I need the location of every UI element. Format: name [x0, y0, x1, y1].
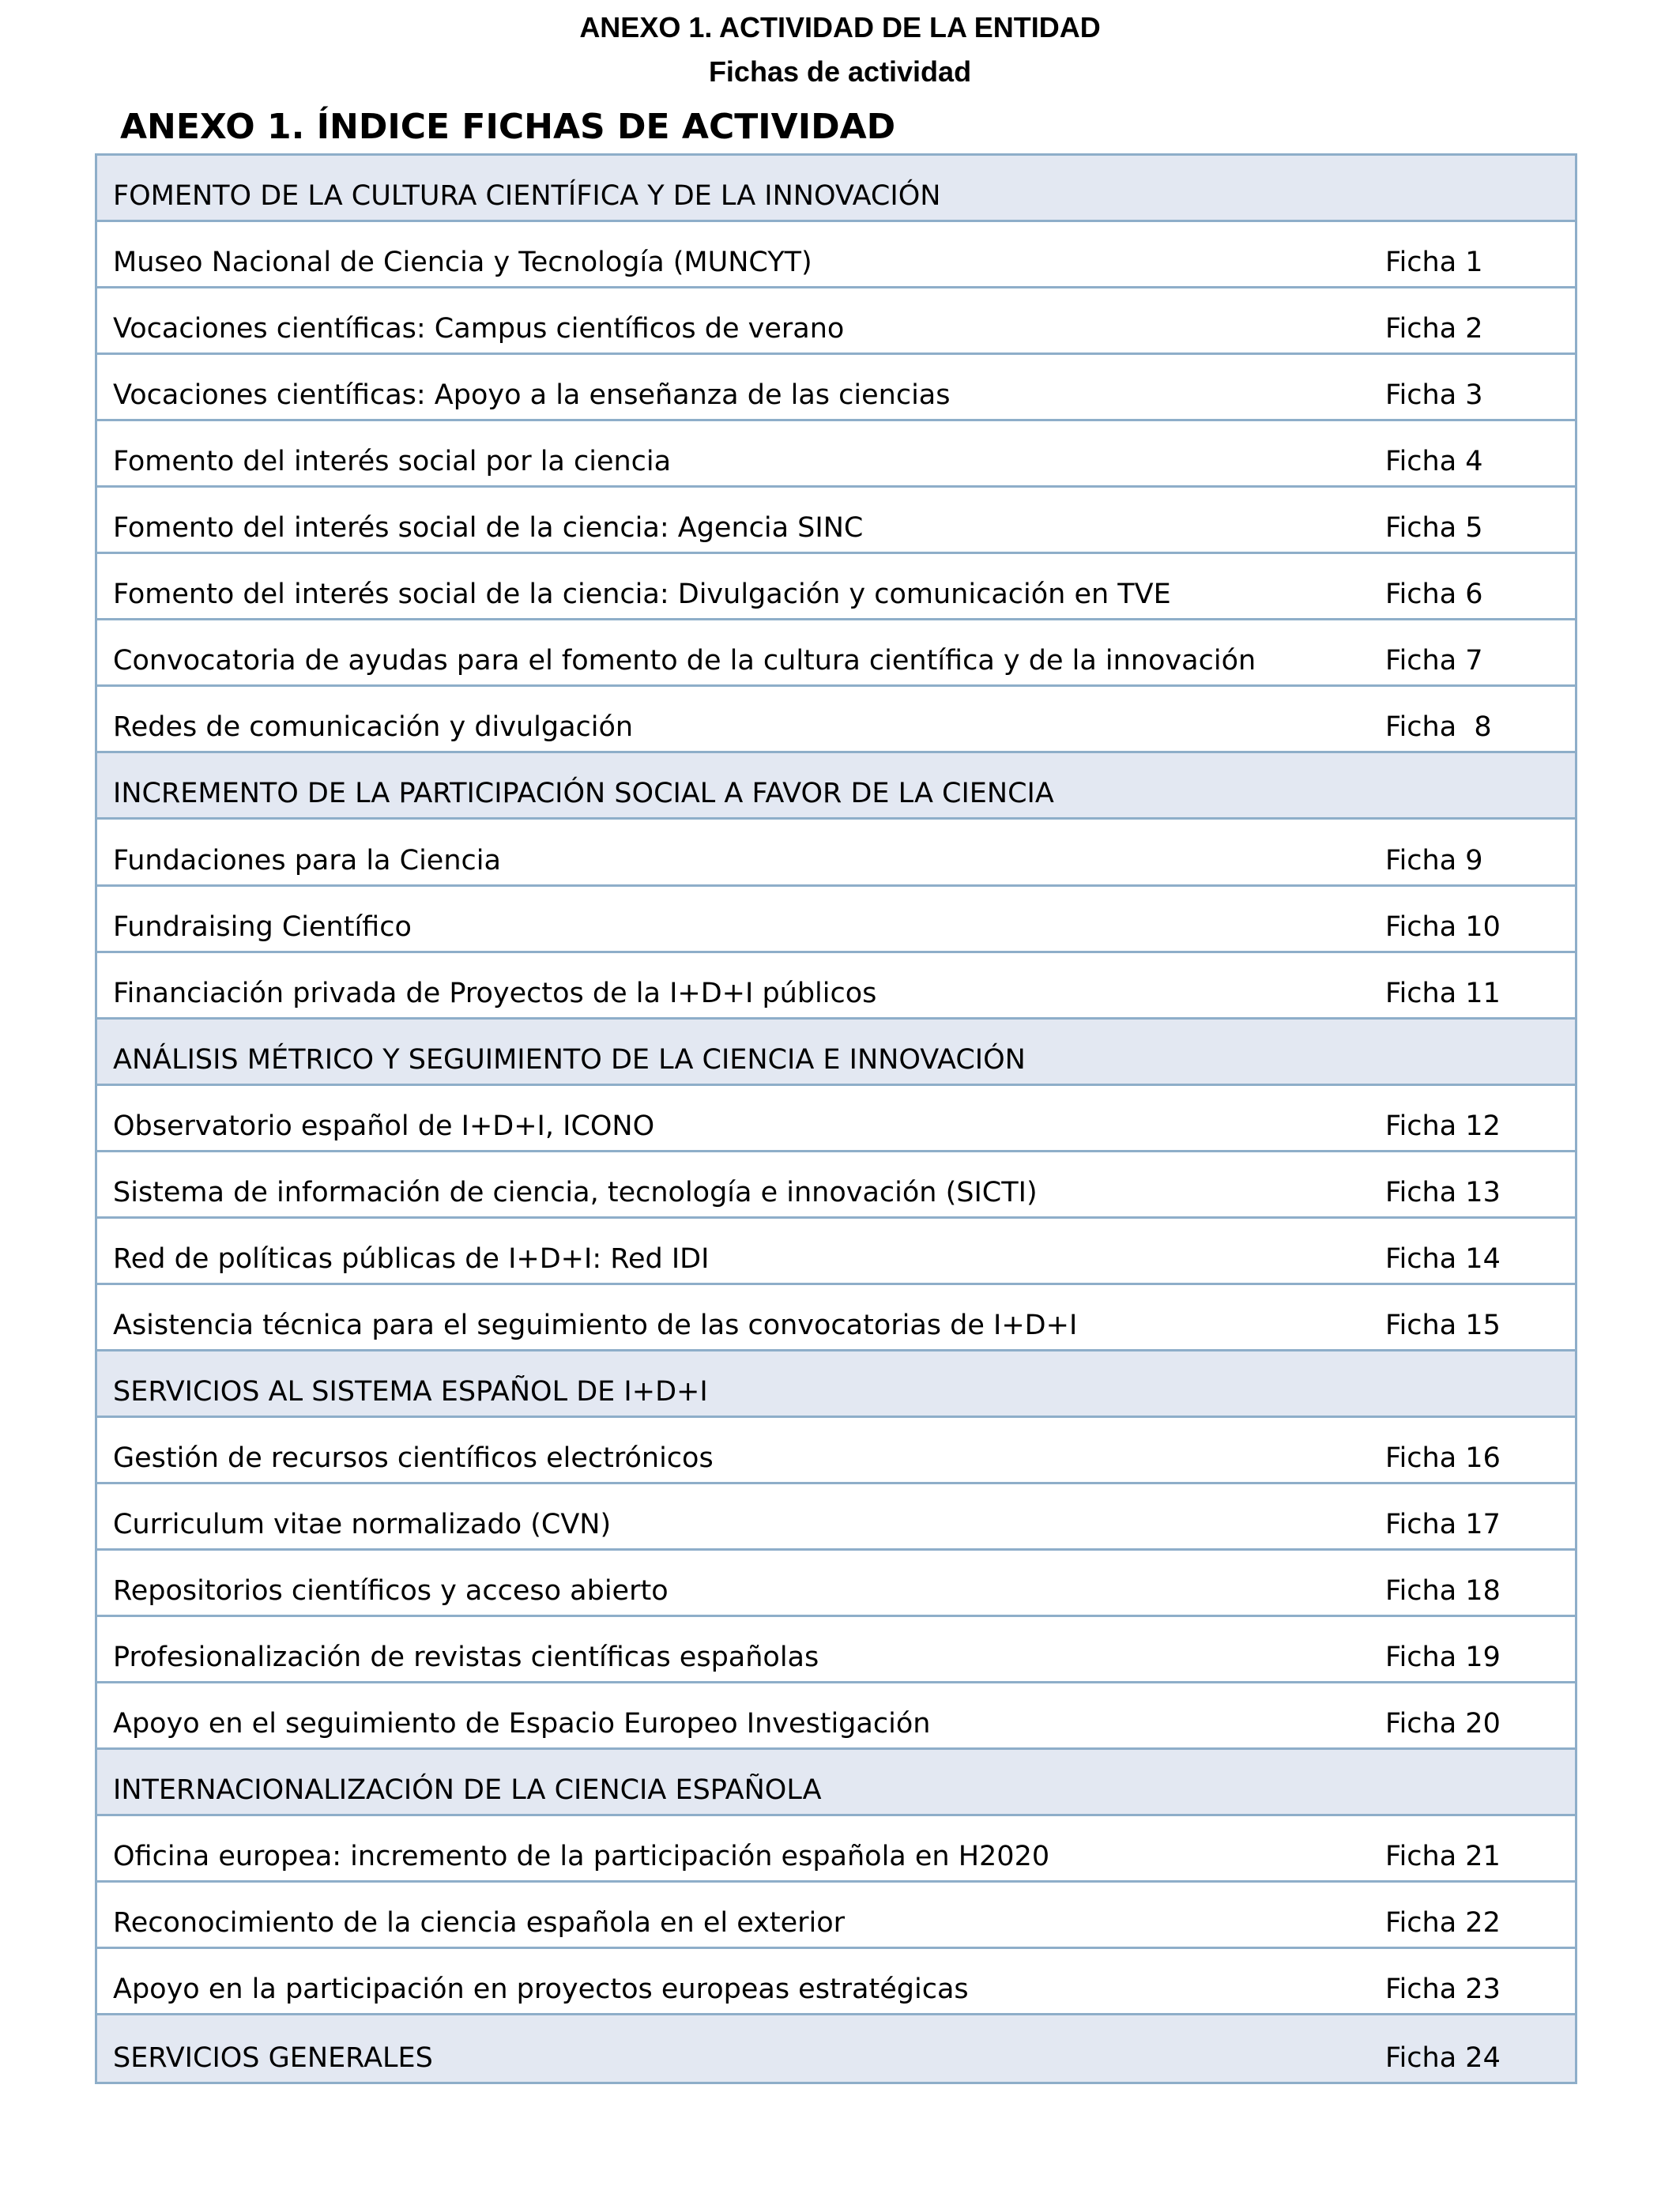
index-table	[95, 153, 1577, 2084]
section-title: INCREMENTO DE LA PARTICIPACIÓN SOCIAL A FAVOR DE LA CIENCIA	[113, 778, 1054, 810]
ficha-reference: Ficha 9	[1385, 844, 1483, 876]
table-row	[97, 1617, 1575, 1683]
section-title: SERVICIOS AL SISTEMA ESPAÑOL DE I+D+I	[113, 1375, 708, 1408]
table-row	[97, 1418, 1575, 1484]
activity-name: Apoyo en la participación en proyectos europeas estratégicas	[113, 1973, 969, 2006]
ficha-reference: Ficha 5	[1385, 512, 1483, 545]
ficha-reference: Ficha 8	[1385, 711, 1492, 744]
activity-name: Vocaciones científicas: Apoyo a la enseñanza de las ciencias	[113, 379, 951, 412]
activity-name: Asistencia técnica para el seguimiento de las convocatorias de I+D+I	[113, 1309, 1078, 1341]
activity-name: Vocaciones científicas: Campus científicos de verano	[113, 313, 845, 345]
table-row	[97, 1152, 1575, 1219]
table-row	[97, 620, 1575, 687]
section-header-row	[97, 753, 1575, 820]
activity-name: Fundraising Científico	[113, 910, 412, 943]
ficha-reference: Ficha 17	[1385, 1508, 1501, 1540]
activity-name: Gestión de recursos científicos electrónicos	[113, 1442, 714, 1474]
activity-name: Observatorio español de I+D+I, ICONO	[113, 1110, 655, 1142]
ficha-reference: Ficha 24	[1385, 2042, 1501, 2075]
table-row	[97, 488, 1575, 554]
ficha-reference: Ficha 18	[1385, 1575, 1501, 1608]
ficha-reference: Ficha 4	[1385, 446, 1483, 478]
activity-name: Financiación privada de Proyectos de la I+D+I públicos	[113, 977, 877, 1009]
activity-name: Profesionalización de revistas científicas españolas	[113, 1642, 819, 1674]
activity-name: Red de políticas públicas de I+D+I: Red IDI	[113, 1242, 710, 1275]
section-header-row	[97, 156, 1575, 222]
table-row	[97, 554, 1575, 620]
table-row	[97, 820, 1575, 886]
ficha-reference: Ficha 15	[1385, 1309, 1501, 1341]
ficha-reference: Ficha 6	[1385, 579, 1483, 611]
ficha-reference: Ficha 2	[1385, 313, 1483, 345]
activity-name: Reconocimiento de la ciencia española en el exterior	[113, 1907, 846, 1940]
activity-name: Fomento del interés social de la ciencia: Divulgación y comunicación en TVE	[113, 579, 1171, 611]
activity-name: Oficina europea: incremento de la participación española en H2020	[113, 1841, 1050, 1873]
ficha-reference: Ficha 16	[1385, 1442, 1501, 1474]
ficha-reference: Ficha 13	[1385, 1176, 1501, 1208]
table-row	[97, 1683, 1575, 1750]
index-heading: ANEXO 1. ÍNDICE FICHAS DE ACTIVIDAD	[120, 107, 896, 147]
document-subtitle: Fichas de actividad	[708, 55, 972, 88]
ficha-reference: Ficha 11	[1385, 977, 1501, 1009]
ficha-reference: Ficha 21	[1385, 1841, 1501, 1873]
table-row	[97, 887, 1575, 953]
table-row	[97, 687, 1575, 753]
activity-name: Apoyo en el seguimiento de Espacio Europeo Investigación	[113, 1708, 931, 1740]
ficha-reference: Ficha 10	[1385, 910, 1501, 943]
table-row	[97, 1086, 1575, 1152]
ficha-reference: Ficha 23	[1385, 1973, 1501, 2006]
activity-name: Redes de comunicación y divulgación	[113, 711, 634, 744]
activity-name: Repositorios científicos y acceso abierto	[113, 1575, 669, 1608]
ficha-reference: Ficha 3	[1385, 379, 1483, 412]
activity-name: Fundaciones para la Ciencia	[113, 844, 501, 876]
ficha-reference: Ficha 14	[1385, 1242, 1501, 1275]
ficha-reference: Ficha 22	[1385, 1907, 1501, 1940]
section-header-row	[97, 1351, 1575, 1418]
table-row	[97, 1883, 1575, 1949]
activity-name: Sistema de información de ciencia, tecnología e innovación (SICTI)	[113, 1176, 1038, 1208]
table-row	[97, 1285, 1575, 1351]
activity-name: Fomento del interés social por la ciencia	[113, 446, 672, 478]
table-row	[97, 1816, 1575, 1883]
table-row	[97, 1551, 1575, 1617]
table-row	[97, 222, 1575, 288]
ficha-reference: Ficha 20	[1385, 1708, 1501, 1740]
table-row	[97, 1219, 1575, 1285]
section-title: ANÁLISIS MÉTRICO Y SEGUIMIENTO DE LA CIENCIA E INNOVACIÓN	[113, 1043, 1026, 1076]
section-title: SERVICIOS GENERALES	[113, 2042, 433, 2075]
table-row	[97, 355, 1575, 421]
document-title: ANEXO 1. ACTIVIDAD DE LA ENTIDAD	[579, 11, 1101, 43]
activity-name: Fomento del interés social de la ciencia: Agencia SINC	[113, 512, 864, 545]
ficha-reference: Ficha 7	[1385, 645, 1483, 677]
section-header-row	[97, 2015, 1575, 2082]
table-row	[97, 1949, 1575, 2015]
activity-name: Curriculum vitae normalizado (CVN)	[113, 1508, 612, 1540]
ficha-reference: Ficha 12	[1385, 1110, 1501, 1142]
ficha-reference: Ficha 19	[1385, 1642, 1501, 1674]
section-header-row	[97, 1020, 1575, 1086]
ficha-reference: Ficha 1	[1385, 247, 1483, 279]
table-row	[97, 288, 1575, 355]
table-row	[97, 1484, 1575, 1551]
section-title: FOMENTO DE LA CULTURA CIENTÍFICA Y DE LA INNOVACIÓN	[113, 180, 941, 213]
activity-name: Convocatoria de ayudas para el fomento de la cultura científica y de la innovación	[113, 645, 1256, 677]
table-row	[97, 953, 1575, 1020]
section-header-row	[97, 1750, 1575, 1816]
section-title: INTERNACIONALIZACIÓN DE LA CIENCIA ESPAÑOLA	[113, 1774, 822, 1807]
activity-name: Museo Nacional de Ciencia y Tecnología (MUNCYT)	[113, 247, 812, 279]
table-row	[97, 421, 1575, 488]
